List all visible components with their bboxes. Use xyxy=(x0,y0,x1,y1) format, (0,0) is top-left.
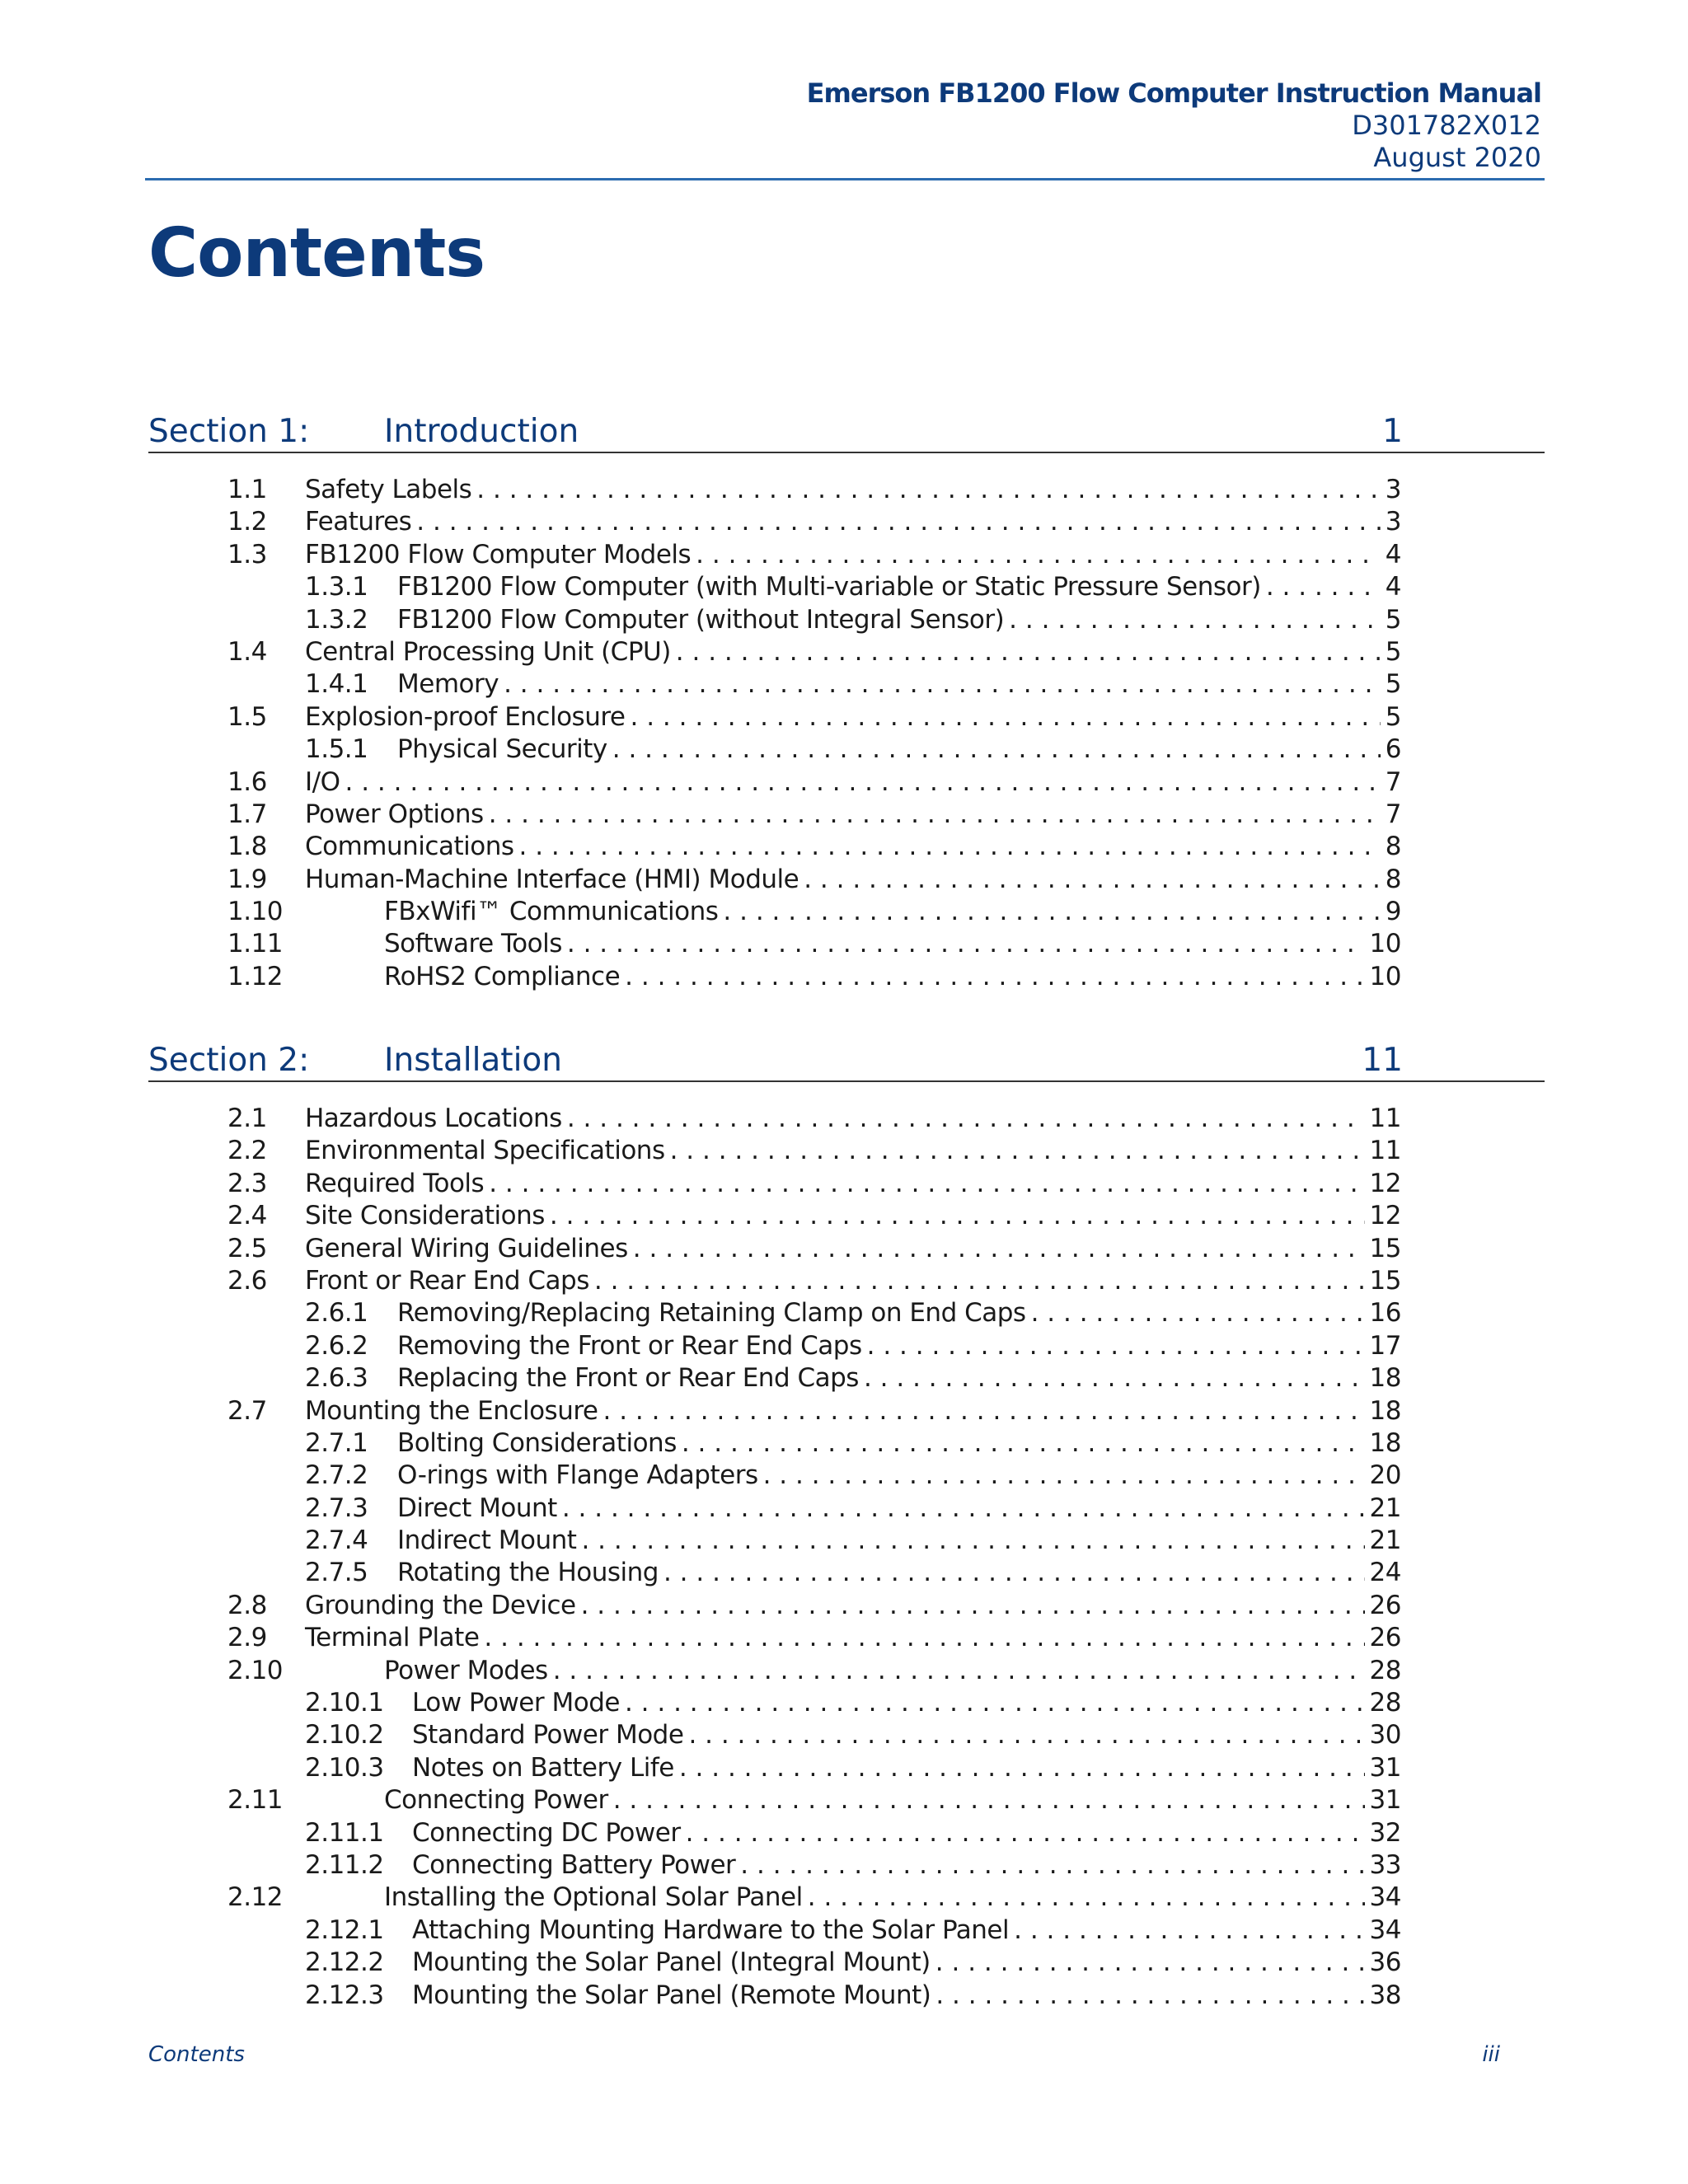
toc-entry[interactable] xyxy=(0,1784,1688,1816)
toc-entry-number: 2.9 xyxy=(227,1623,267,1653)
toc-entry[interactable] xyxy=(0,1947,1688,1979)
toc-entry-title[interactable]: Mounting the Solar Panel (Integral Mount) xyxy=(412,1947,931,1978)
toc-entry[interactable] xyxy=(0,1752,1688,1784)
toc-entry-number: 2.12.1 xyxy=(305,1915,384,1945)
toc-entry-line xyxy=(397,1362,1401,1394)
dot-leader xyxy=(1266,571,1381,603)
toc-entry-page[interactable]: 24 xyxy=(1369,1558,1401,1588)
toc-entry[interactable] xyxy=(0,701,1688,733)
toc-entry-line xyxy=(397,1557,1401,1589)
toc-entry-number: 1.10 xyxy=(227,897,284,927)
dot-leader xyxy=(670,1135,1365,1167)
toc-entry-title[interactable]: Environmental Specifications xyxy=(305,1136,665,1166)
section-label: Section 2: xyxy=(148,1042,310,1079)
toc-entry-line xyxy=(305,766,1401,799)
toc-entry[interactable] xyxy=(0,799,1688,831)
dot-leader xyxy=(476,474,1380,506)
toc-entry-line xyxy=(397,1297,1401,1329)
toc-entry-line xyxy=(397,1460,1401,1492)
toc-entry-title[interactable]: I/O xyxy=(305,766,340,797)
toc-entry-title[interactable]: Communications xyxy=(305,832,514,862)
toc-entry-title[interactable]: Central Processing Unit (CPU) xyxy=(305,636,671,667)
toc-entry-page[interactable]: 21 xyxy=(1369,1526,1401,1556)
dot-leader xyxy=(1009,604,1381,636)
toc-entry-line xyxy=(305,539,1401,571)
toc-entry-line xyxy=(305,474,1401,506)
dot-leader xyxy=(612,733,1381,766)
section-title: Installation xyxy=(384,1042,563,1079)
toc-entry-line xyxy=(397,1525,1401,1557)
toc-entry-page[interactable]: 7 xyxy=(1385,799,1401,829)
toc-entry-title[interactable]: Features xyxy=(305,507,412,537)
toc-entry[interactable] xyxy=(0,733,1688,766)
toc-entry-page[interactable]: 11 xyxy=(1369,1104,1401,1133)
toc-entry-number: 1.3.1 xyxy=(305,572,368,602)
toc-entry-title[interactable]: Grounding the Device xyxy=(305,1590,576,1620)
toc-entry-line xyxy=(397,668,1401,701)
toc-entry[interactable] xyxy=(0,1103,1688,1135)
dot-leader xyxy=(550,1200,1365,1232)
toc-entry-title[interactable]: Physical Security xyxy=(397,734,607,765)
toc-entry-number: 1.9 xyxy=(227,864,267,894)
dot-leader xyxy=(688,1719,1364,1751)
toc-entry-number: 2.10 xyxy=(227,1655,284,1685)
toc-entry-title[interactable]: Connecting Battery Power xyxy=(412,1849,736,1880)
toc-entry-page[interactable]: 17 xyxy=(1369,1330,1401,1361)
toc-entry-line xyxy=(305,1590,1401,1622)
toc-entry-page[interactable]: 5 xyxy=(1385,669,1401,700)
toc-entry-title[interactable]: FB1200 Flow Computer (without Integral Sensor) xyxy=(397,604,1005,635)
toc-entry-line xyxy=(412,1947,1401,1979)
dot-leader xyxy=(553,1655,1365,1687)
toc-entry[interactable] xyxy=(0,1297,1688,1329)
toc-entry-line xyxy=(412,1849,1401,1882)
toc-entry[interactable] xyxy=(0,1622,1688,1654)
toc-entry-page[interactable]: 34 xyxy=(1369,1882,1401,1913)
toc-entry-number: 2.7.4 xyxy=(305,1526,368,1556)
dot-leader xyxy=(345,766,1381,799)
toc-entry-line xyxy=(305,1233,1401,1265)
toc-section-2 xyxy=(0,1103,1688,2012)
toc-entry[interactable] xyxy=(0,1915,1688,1947)
dot-leader xyxy=(581,1525,1364,1557)
toc-entry-line xyxy=(384,1784,1401,1816)
toc-entry[interactable] xyxy=(0,668,1688,701)
toc-entry-number: 2.11.1 xyxy=(305,1817,384,1848)
dot-leader xyxy=(935,1980,1364,2012)
toc-entry[interactable] xyxy=(0,1687,1688,1719)
toc-entry-number: 1.5 xyxy=(227,701,267,732)
toc-entry-line xyxy=(305,1200,1401,1232)
toc-entry-page[interactable]: 28 xyxy=(1369,1688,1401,1718)
toc-entry-title[interactable]: RoHS2 Compliance xyxy=(384,961,621,991)
toc-entry-page[interactable]: 12 xyxy=(1369,1201,1401,1231)
toc-entry-number: 1.1 xyxy=(227,475,267,504)
toc-entry-number: 1.8 xyxy=(227,832,267,862)
toc-entry-line xyxy=(412,1687,1401,1719)
toc-entry-page[interactable]: 26 xyxy=(1369,1590,1401,1620)
dot-leader xyxy=(603,1395,1364,1427)
toc-entry-title[interactable]: Software Tools xyxy=(384,929,562,959)
toc-entry-line xyxy=(305,831,1401,863)
toc-entry-title[interactable]: Connecting Power xyxy=(384,1785,608,1816)
dot-leader xyxy=(489,799,1381,831)
dot-leader xyxy=(935,1947,1365,1979)
dot-leader xyxy=(682,1427,1365,1460)
toc-entry[interactable] xyxy=(0,766,1688,799)
section-page: 1 xyxy=(1382,413,1403,450)
toc-entry[interactable] xyxy=(0,604,1688,636)
dot-leader xyxy=(613,1784,1365,1816)
dot-leader xyxy=(1014,1915,1364,1947)
section-heading-2[interactable] xyxy=(148,1041,1545,1082)
toc-entry-title[interactable]: FB1200 Flow Computer (with Multi-variable or Static Pressure Sensor) xyxy=(397,572,1261,602)
toc-entry-line xyxy=(384,896,1401,928)
dot-leader xyxy=(416,506,1380,538)
page-header xyxy=(145,77,1541,174)
toc-entry-line xyxy=(305,636,1401,668)
toc-entry-number: 2.8 xyxy=(227,1590,267,1620)
dot-leader xyxy=(804,864,1381,896)
toc-entry-page[interactable]: 26 xyxy=(1369,1623,1401,1653)
dot-leader xyxy=(686,1817,1365,1849)
toc-entry-title[interactable]: Removing the Front or Rear End Caps xyxy=(397,1330,862,1361)
toc-entry-title[interactable]: Front or Rear End Caps xyxy=(305,1265,589,1296)
toc-entry-title[interactable]: Indirect Mount xyxy=(397,1526,577,1556)
toc-entry-number: 1.3 xyxy=(227,539,267,569)
toc-entry-number: 2.4 xyxy=(227,1201,267,1231)
dot-leader xyxy=(489,1168,1364,1200)
toc-entry-line xyxy=(384,1882,1401,1914)
footer-section-name: Contents xyxy=(148,2042,245,2067)
toc-entry-line xyxy=(305,701,1401,733)
toc-entry[interactable] xyxy=(0,1980,1688,2012)
toc-entry-line xyxy=(384,961,1401,993)
toc-entry[interactable] xyxy=(0,636,1688,668)
toc-entry-line xyxy=(305,864,1401,896)
toc-entry-number: 2.6.1 xyxy=(305,1298,368,1329)
toc-entry-title[interactable]: Replacing the Front or Rear End Caps xyxy=(397,1363,859,1394)
toc-entry-number: 2.10.2 xyxy=(305,1720,384,1750)
toc-entry-number: 2.11.2 xyxy=(305,1849,384,1880)
toc-entry[interactable] xyxy=(0,1233,1688,1265)
toc-entry[interactable] xyxy=(0,1168,1688,1200)
doc-number: D301782X012 xyxy=(1352,110,1541,141)
toc-entry-line xyxy=(384,1655,1401,1687)
toc-entry-page[interactable]: 8 xyxy=(1385,864,1401,894)
dot-leader xyxy=(594,1265,1365,1297)
toc-entry-line xyxy=(397,1427,1401,1460)
toc-entry-page[interactable]: 8 xyxy=(1385,832,1401,862)
toc-entry-title[interactable]: Installing the Optional Solar Panel xyxy=(384,1882,803,1913)
toc-entry-page[interactable]: 3 xyxy=(1385,475,1401,504)
toc-entry-number: 2.12.3 xyxy=(305,1980,384,2010)
toc-entry-page[interactable]: 9 xyxy=(1385,897,1401,927)
toc-entry-line xyxy=(412,1719,1401,1751)
toc-entry[interactable] xyxy=(0,1590,1688,1622)
toc-entry-line xyxy=(412,1980,1401,2012)
toc-entry-page[interactable]: 38 xyxy=(1369,1980,1401,2010)
toc-entry-number: 1.2 xyxy=(227,507,267,537)
toc-entry-title[interactable]: Notes on Battery Life xyxy=(412,1752,674,1783)
toc-entry[interactable] xyxy=(0,1817,1688,1849)
toc-entry-title[interactable]: Connecting DC Power xyxy=(412,1817,681,1848)
toc-entry-number: 2.2 xyxy=(227,1136,267,1166)
toc-entry-number: 1.11 xyxy=(227,929,284,959)
toc-entry-title[interactable]: Human-Machine Interface (HMI) Module xyxy=(305,864,799,894)
toc-entry-page[interactable]: 15 xyxy=(1369,1265,1401,1296)
dot-leader xyxy=(696,539,1381,571)
dot-leader xyxy=(631,701,1381,733)
dot-leader xyxy=(763,1460,1365,1492)
dot-leader xyxy=(519,831,1381,863)
toc-entry-title[interactable]: Standard Power Mode xyxy=(412,1720,684,1750)
toc-entry-number: 2.6.3 xyxy=(305,1363,368,1394)
toc-entry-number: 2.10.3 xyxy=(305,1752,384,1783)
toc-entry-line xyxy=(384,928,1401,960)
toc-entry-page[interactable]: 3 xyxy=(1385,507,1401,537)
page-title: Contents xyxy=(148,214,485,293)
toc-entry-page[interactable]: 34 xyxy=(1369,1915,1401,1945)
section-label: Section 1: xyxy=(148,413,310,450)
toc-entry-title[interactable]: Terminal Plate xyxy=(305,1623,480,1653)
toc-entry[interactable] xyxy=(0,961,1688,993)
dot-leader xyxy=(625,1687,1365,1719)
toc-entry-page[interactable]: 5 xyxy=(1385,604,1401,635)
footer-page-number: iii xyxy=(1482,2042,1500,2067)
toc-entry-number: 1.5.1 xyxy=(305,734,368,765)
toc-entry-page[interactable]: 36 xyxy=(1369,1947,1401,1978)
toc-entry-title[interactable]: Attaching Mounting Hardware to the Solar Panel xyxy=(412,1915,1010,1945)
section-title: Introduction xyxy=(384,413,579,450)
toc-entry-page[interactable]: 10 xyxy=(1369,961,1401,991)
toc-entry-line xyxy=(305,1135,1401,1167)
toc-entry-title[interactable]: Removing/Replacing Retaining Clamp on End Caps xyxy=(397,1298,1026,1329)
dot-leader xyxy=(504,668,1381,701)
toc-entry-page[interactable]: 31 xyxy=(1369,1785,1401,1816)
toc-entry[interactable] xyxy=(0,1362,1688,1394)
toc-entry-number: 2.12 xyxy=(227,1882,284,1913)
toc-entry-number: 2.7.5 xyxy=(305,1558,368,1588)
toc-entry-number: 2.5 xyxy=(227,1233,267,1263)
toc-entry-title[interactable]: Safety Labels xyxy=(305,475,472,504)
toc-entry-title[interactable]: General Wiring Guidelines xyxy=(305,1233,628,1263)
toc-entry-line xyxy=(397,571,1401,603)
toc-entry-title[interactable]: Bolting Considerations xyxy=(397,1427,677,1458)
toc-entry-number: 1.12 xyxy=(227,961,284,991)
toc-entry[interactable] xyxy=(0,1427,1688,1460)
toc-entry-page[interactable]: 4 xyxy=(1385,539,1401,569)
toc-entry-number: 2.11 xyxy=(227,1785,284,1816)
toc-entry-number: 2.7.2 xyxy=(305,1460,368,1491)
toc-entry[interactable] xyxy=(0,1460,1688,1492)
toc-entry[interactable] xyxy=(0,864,1688,896)
dot-leader xyxy=(864,1362,1365,1394)
toc-entry-title[interactable]: Power Options xyxy=(305,799,484,829)
toc-entry[interactable] xyxy=(0,1265,1688,1297)
toc-entry-page[interactable]: 18 xyxy=(1369,1395,1401,1426)
toc-entry[interactable] xyxy=(0,1882,1688,1914)
toc-entry[interactable] xyxy=(0,1525,1688,1557)
toc-entry-page[interactable]: 4 xyxy=(1385,572,1401,602)
toc-entry-page[interactable]: 28 xyxy=(1369,1655,1401,1685)
toc-entry-page[interactable]: 18 xyxy=(1369,1363,1401,1394)
dot-leader xyxy=(723,896,1380,928)
doc-date: August 2020 xyxy=(1373,142,1541,173)
toc-entry-page[interactable]: 11 xyxy=(1369,1136,1401,1166)
toc-entry-number: 2.6.2 xyxy=(305,1330,368,1361)
dot-leader xyxy=(625,961,1364,993)
dot-leader xyxy=(567,928,1365,960)
toc-entry-number: 1.3.2 xyxy=(305,604,368,635)
manual-title: Emerson FB1200 Flow Computer Instruction Manual xyxy=(806,77,1541,109)
toc-entry-number: 2.7.3 xyxy=(305,1493,368,1523)
dot-leader xyxy=(740,1849,1364,1882)
dot-leader xyxy=(676,636,1381,668)
toc-entry[interactable] xyxy=(0,831,1688,863)
toc-entry-title[interactable]: Explosion-proof Enclosure xyxy=(305,701,626,732)
toc-entry-title[interactable]: Power Modes xyxy=(384,1655,548,1685)
toc-entry-page[interactable]: 18 xyxy=(1369,1427,1401,1458)
toc-entry[interactable] xyxy=(0,1200,1688,1232)
section-page: 11 xyxy=(1362,1042,1403,1079)
toc-entry-title[interactable]: Low Power Mode xyxy=(412,1688,620,1718)
dot-leader xyxy=(562,1493,1365,1525)
toc-entry-number: 2.7 xyxy=(227,1395,267,1426)
dot-leader xyxy=(484,1622,1364,1654)
toc-entry[interactable] xyxy=(0,1493,1688,1525)
toc-entry-page[interactable]: 12 xyxy=(1369,1168,1401,1198)
toc-entry[interactable] xyxy=(0,1719,1688,1751)
toc-entry-number: 1.7 xyxy=(227,799,267,829)
toc-entry-line xyxy=(305,1103,1401,1135)
toc-entry-page[interactable]: 10 xyxy=(1369,929,1401,959)
dot-leader xyxy=(1031,1297,1365,1329)
toc-entry-line xyxy=(412,1752,1401,1784)
toc-entry-number: 2.7.1 xyxy=(305,1427,368,1458)
toc-entry[interactable] xyxy=(0,474,1688,506)
toc-entry-line xyxy=(305,799,1401,831)
dot-leader xyxy=(633,1233,1365,1265)
header-divider xyxy=(145,178,1545,180)
toc-entry-number: 2.12.2 xyxy=(305,1947,384,1978)
toc-entry-title[interactable]: Rotating the Housing xyxy=(397,1558,659,1588)
toc-entry-page[interactable]: 6 xyxy=(1385,734,1401,765)
toc-entry-title[interactable]: Mounting the Enclosure xyxy=(305,1395,598,1426)
toc-entry-line xyxy=(397,1330,1401,1362)
toc-entry-page[interactable]: 16 xyxy=(1369,1298,1401,1329)
toc-entry-line xyxy=(305,1622,1401,1654)
dot-leader xyxy=(808,1882,1365,1914)
toc-entry-line xyxy=(412,1915,1401,1947)
toc-entry-page[interactable]: 5 xyxy=(1385,636,1401,667)
toc-section-1 xyxy=(0,474,1688,993)
toc-entry[interactable] xyxy=(0,1849,1688,1882)
toc-entry-title[interactable]: O-rings with Flange Adapters xyxy=(397,1460,758,1491)
toc-entry[interactable] xyxy=(0,506,1688,538)
toc-entry-line xyxy=(305,1395,1401,1427)
section-heading-1[interactable] xyxy=(148,412,1545,453)
dot-leader xyxy=(663,1557,1365,1589)
toc-entry-title[interactable]: Site Considerations xyxy=(305,1201,545,1231)
toc-entry-number: 1.6 xyxy=(227,766,267,797)
toc-entry-line xyxy=(397,1493,1401,1525)
toc-entry-page[interactable]: 20 xyxy=(1369,1460,1401,1491)
toc-entry-page[interactable]: 31 xyxy=(1369,1752,1401,1783)
toc-entry-title[interactable]: Mounting the Solar Panel (Remote Mount) xyxy=(412,1980,931,2010)
toc-entry[interactable] xyxy=(0,571,1688,603)
toc-entry-number: 1.4.1 xyxy=(305,669,368,700)
dot-leader xyxy=(581,1590,1365,1622)
toc-entry-page[interactable]: 33 xyxy=(1369,1849,1401,1880)
toc-entry-line xyxy=(397,604,1401,636)
toc-entry[interactable] xyxy=(0,896,1688,928)
dot-leader xyxy=(567,1103,1365,1135)
toc-entry[interactable] xyxy=(0,539,1688,571)
toc-entry[interactable] xyxy=(0,1557,1688,1589)
toc-entry[interactable] xyxy=(0,1330,1688,1362)
toc-entry-title[interactable]: Direct Mount xyxy=(397,1493,557,1523)
toc-entry-title[interactable]: Memory xyxy=(397,669,499,700)
toc-entry-page[interactable]: 32 xyxy=(1369,1817,1401,1848)
toc-entry[interactable] xyxy=(0,1135,1688,1167)
dot-leader xyxy=(679,1752,1365,1784)
toc-entry-number: 1.4 xyxy=(227,636,267,667)
toc-entry-line xyxy=(305,506,1401,538)
toc-entry-line xyxy=(412,1817,1401,1849)
toc-entry-page[interactable]: 30 xyxy=(1369,1720,1401,1750)
toc-entry-number: 2.1 xyxy=(227,1104,267,1133)
toc-entry[interactable] xyxy=(0,1655,1688,1687)
toc-entry-number: 2.6 xyxy=(227,1265,267,1296)
toc-entry-page[interactable]: 21 xyxy=(1369,1493,1401,1523)
toc-entry-line xyxy=(397,733,1401,766)
toc-entry-title[interactable]: FBxWifi™ Communications xyxy=(384,897,719,927)
toc-entry-number: 2.10.1 xyxy=(305,1688,384,1718)
toc-entry[interactable] xyxy=(0,928,1688,960)
toc-entry-line xyxy=(305,1265,1401,1297)
toc-entry-page[interactable]: 15 xyxy=(1369,1233,1401,1263)
toc-entry-title[interactable]: FB1200 Flow Computer Models xyxy=(305,539,692,569)
dot-leader xyxy=(867,1330,1365,1362)
toc-entry-line xyxy=(305,1168,1401,1200)
toc-entry-number: 2.3 xyxy=(227,1168,267,1198)
toc-entry-title[interactable]: Hazardous Locations xyxy=(305,1104,562,1133)
toc-entry[interactable] xyxy=(0,1395,1688,1427)
toc-entry-page[interactable]: 5 xyxy=(1385,701,1401,732)
toc-entry-title[interactable]: Required Tools xyxy=(305,1168,485,1198)
toc-entry-page[interactable]: 7 xyxy=(1385,766,1401,797)
